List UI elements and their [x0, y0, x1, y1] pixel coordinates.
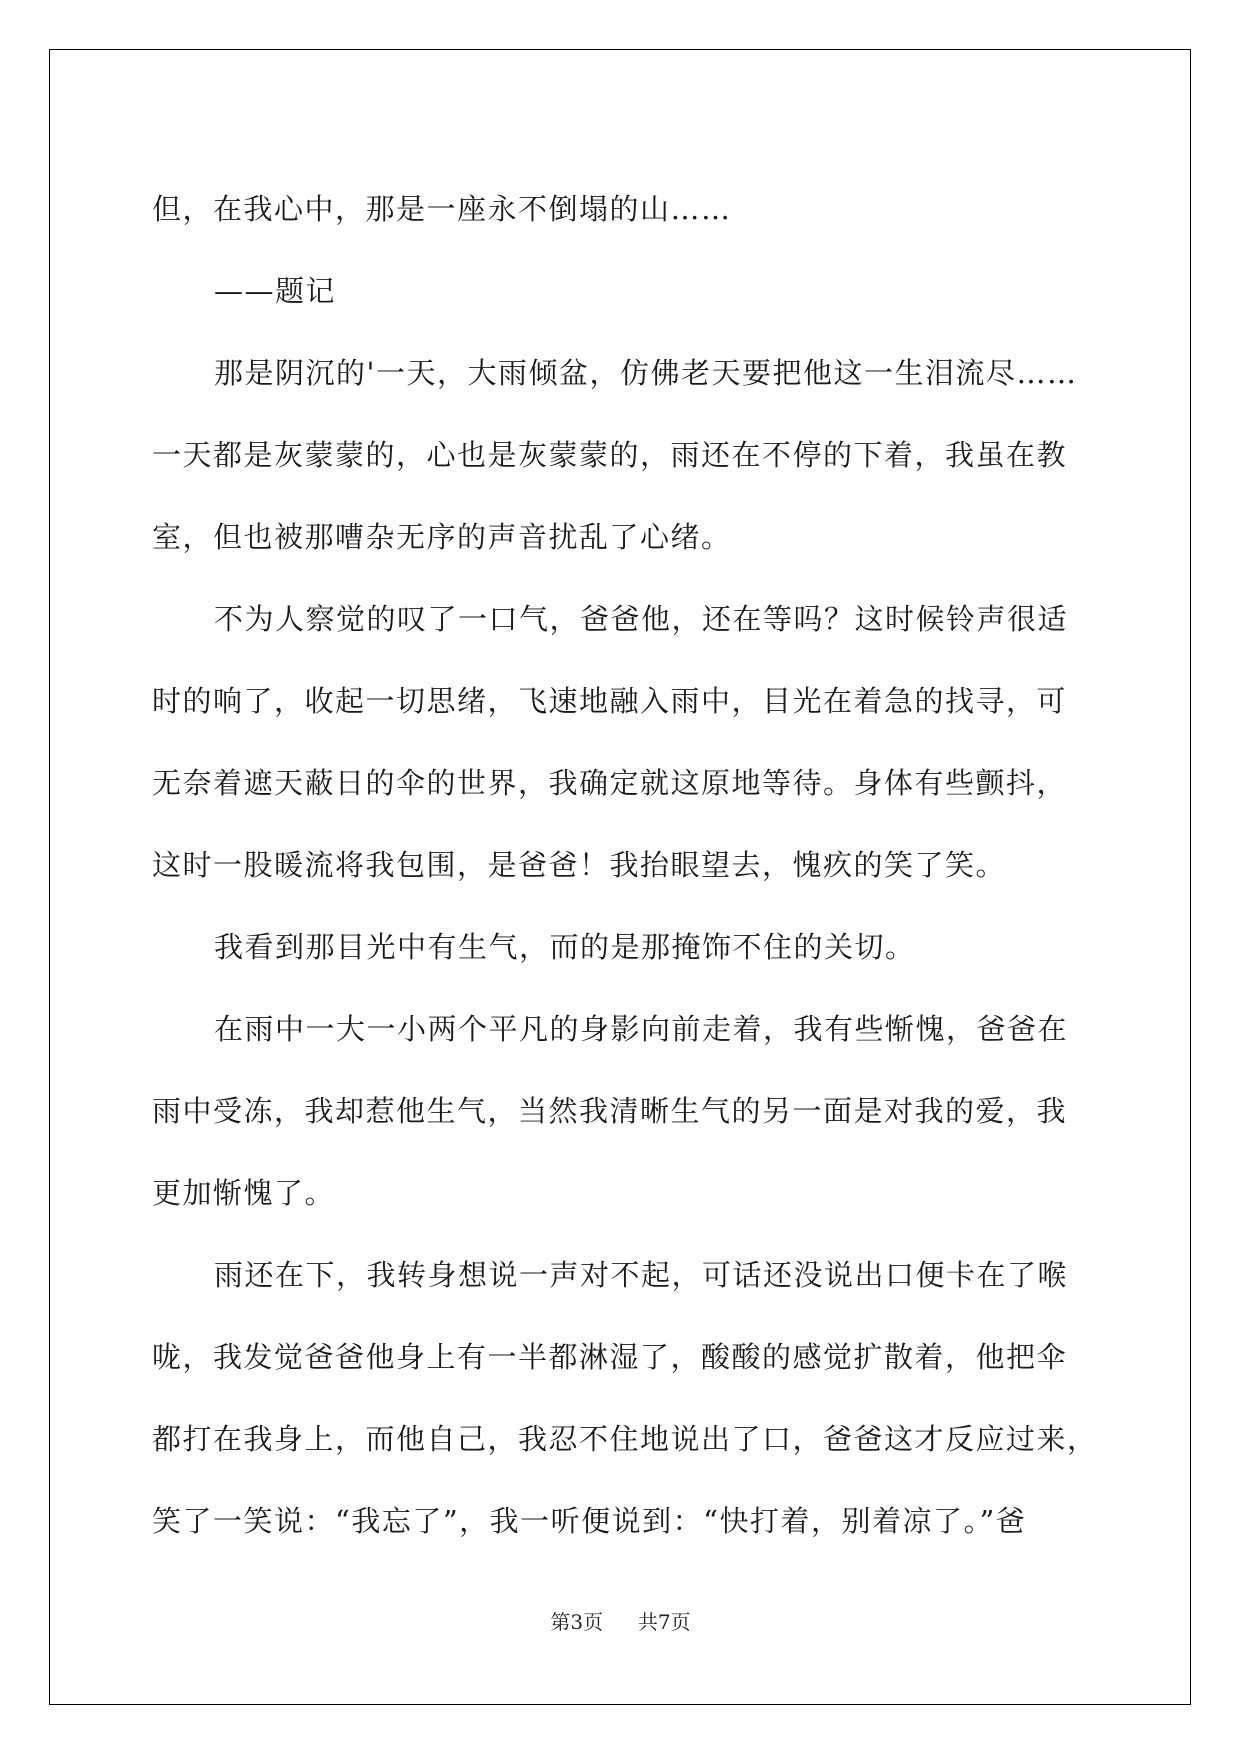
page-footer [0, 1606, 1241, 1635]
text-line: 在雨中一大一小两个平凡的身影向前走着，我有些惭愧，爸爸在 [214, 1012, 1069, 1046]
text-line: 这时一股暖流将我包围，是爸爸！我抬眼望去，愧疚的笑了笑。 [152, 848, 1007, 882]
text-line: 但，在我心中，那是一座永不倒塌的山…… [152, 192, 732, 226]
text-line: 雨中受冻，我却惹他生气，当然我清晰生气的另一面是对我的爱，我 [152, 1094, 1068, 1128]
text-line: 不为人察觉的叹了一口气，爸爸他，还在等吗？这时候铃声很适 [214, 602, 1069, 636]
text-line: 一天都是灰蒙蒙的，心也是灰蒙蒙的，雨还在不停的下着，我虽在教 [152, 438, 1068, 472]
text-line: 都打在我身上，而他自己，我忍不住地说出了口，爸爸这才反应过来， [152, 1422, 1098, 1456]
page-number: 第3页 [550, 1610, 604, 1634]
text-line: 雨还在下，我转身想说一声对不起，可话还没说出口便卡在了喉 [214, 1258, 1069, 1292]
text-line: 那是阴沉的'一天，大雨倾盆，仿佛老天要把他这一生泪流尽…… [214, 356, 1078, 390]
text-line: 笑了一笑说：“我忘了”，我一听便说到：“快打着，别着凉了。”爸 [152, 1504, 1027, 1538]
page-total: 共7页 [637, 1610, 691, 1634]
document-body [152, 168, 1098, 1562]
text-line: 无奈着遮天蔽日的伞的世界，我确定就这原地等待。身体有些颤抖， [152, 766, 1068, 800]
text-line: ——题记 [214, 274, 337, 308]
text-line: 室，但也被那嘈杂无序的声音扰乱了心绪。 [152, 520, 732, 554]
text-line: 我看到那目光中有生气，而的是那掩饰不住的关切。 [214, 930, 916, 964]
text-line: 咙，我发觉爸爸他身上有一半都淋湿了，酸酸的感觉扩散着，他把伞 [152, 1340, 1068, 1374]
text-line: 更加惭愧了。 [152, 1176, 336, 1210]
text-line: 时的响了，收起一切思绪，飞速地融入雨中，目光在着急的找寻，可 [152, 684, 1068, 718]
